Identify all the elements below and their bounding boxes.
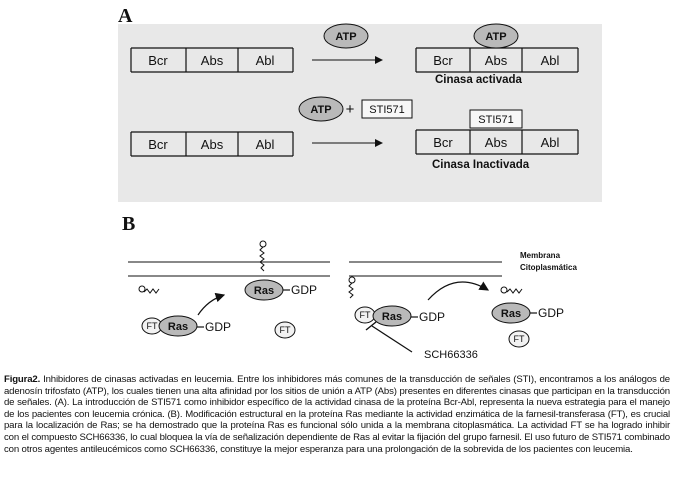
inactivated-kinase-caption: Cinasa Inactivada [432,159,530,171]
cytoplasmic-label: Citoplasmática [520,263,577,272]
gdp-label: GDP [205,320,232,334]
atp-label-2: ATP [310,104,332,116]
gdp-free-label: GDP [538,306,565,320]
membrane-label: Membrana [520,251,561,260]
plus-sign: + [345,101,355,118]
sch66336-label: SCH66336 [424,349,478,361]
free-ft-label: FT [279,325,291,335]
panel-a-label: A [118,5,133,27]
gdp-membrane-label: GDP [291,283,318,297]
arrow-to-membrane [198,295,224,315]
atp-bound-label: ATP [485,31,507,43]
segment-bcr: Bcr [148,53,168,68]
atp-label: ATP [335,31,357,43]
ft-label: FT [146,321,158,331]
segment-abl: Abl [255,137,275,152]
sti571-bound-label: STI571 [478,114,514,126]
arrow-curved-right [428,282,488,300]
ras-membrane-label: Ras [253,285,275,297]
farnesyl-free-icon [501,287,522,293]
ft-free-label: FT [513,334,525,344]
inhibitor-line [372,326,412,352]
farnesyl-group-icon [139,286,159,293]
segment-abs: Abs [484,135,508,150]
ft-inhibited-label: FT [359,310,371,320]
cell-membrane [128,262,502,276]
caption-text: Inhibidores de cinasas activadas en leucemia. Entre los inhibidores más comunes de la transducción de señales (STI), encontramos a los análogos de adenosín trifosfato (ATP), los cuales tienen una alta afinidad por los sitios de unión a ATP (Abs) presentes en diferentes cinasas que participan en la transducción de señales. (A). La introducción de STI571 como inhibidor específico de la actividad cinasa de la proteína Bcr-Abl, representa la nueva estrategia para el manejo de los pacientes con leucemia crónica. (B). Modificación estructural en la proteína Ras mediante la actividad enzimática de la farnesil-transferasa (FT), es crucial para la localización de Ras; se ha demostrado que la proteína Ras es funcional sólo unida a la membrana citoplasmática. La actividad FT se ha logrado inhibir con el compuesto SCH66336, lo cual bloquea la vía de señalización dependiente de Ras al evitar la fijación del grupo farnesil. El uso futuro de STI571 combinado con otros agentes antileucémicos como SCH66336, constituye la mejor esperanza para una prolongación de la sobrevida de los pacientes con leucemia. [4,374,670,455]
segment-abs: Abs [484,53,508,68]
ras-label: Ras [167,321,189,333]
segment-abl: Abl [540,135,560,150]
ras-inhibited-label: Ras [381,311,403,323]
segment-abl: Abl [255,53,275,68]
segment-bcr: Bcr [433,53,453,68]
segment-abl: Abl [540,53,560,68]
sti571-label: STI571 [369,104,405,116]
ras-free-label: Ras [500,308,522,320]
figure-caption [4,374,670,455]
farnesyl-group-icon-right [349,277,355,298]
panel-b-label: B [122,213,136,235]
caption-lead: Figura2. [4,374,41,385]
segment-abs: Abs [200,53,224,68]
panel-a-background [118,24,602,202]
segment-abs: Abs [200,137,224,152]
farnesyl-anchor-icon [260,241,266,271]
activated-kinase-caption: Cinasa activada [435,74,522,86]
segment-bcr: Bcr [148,137,168,152]
segment-bcr: Bcr [433,135,453,150]
gdp-inhibited-label: GDP [419,310,446,324]
